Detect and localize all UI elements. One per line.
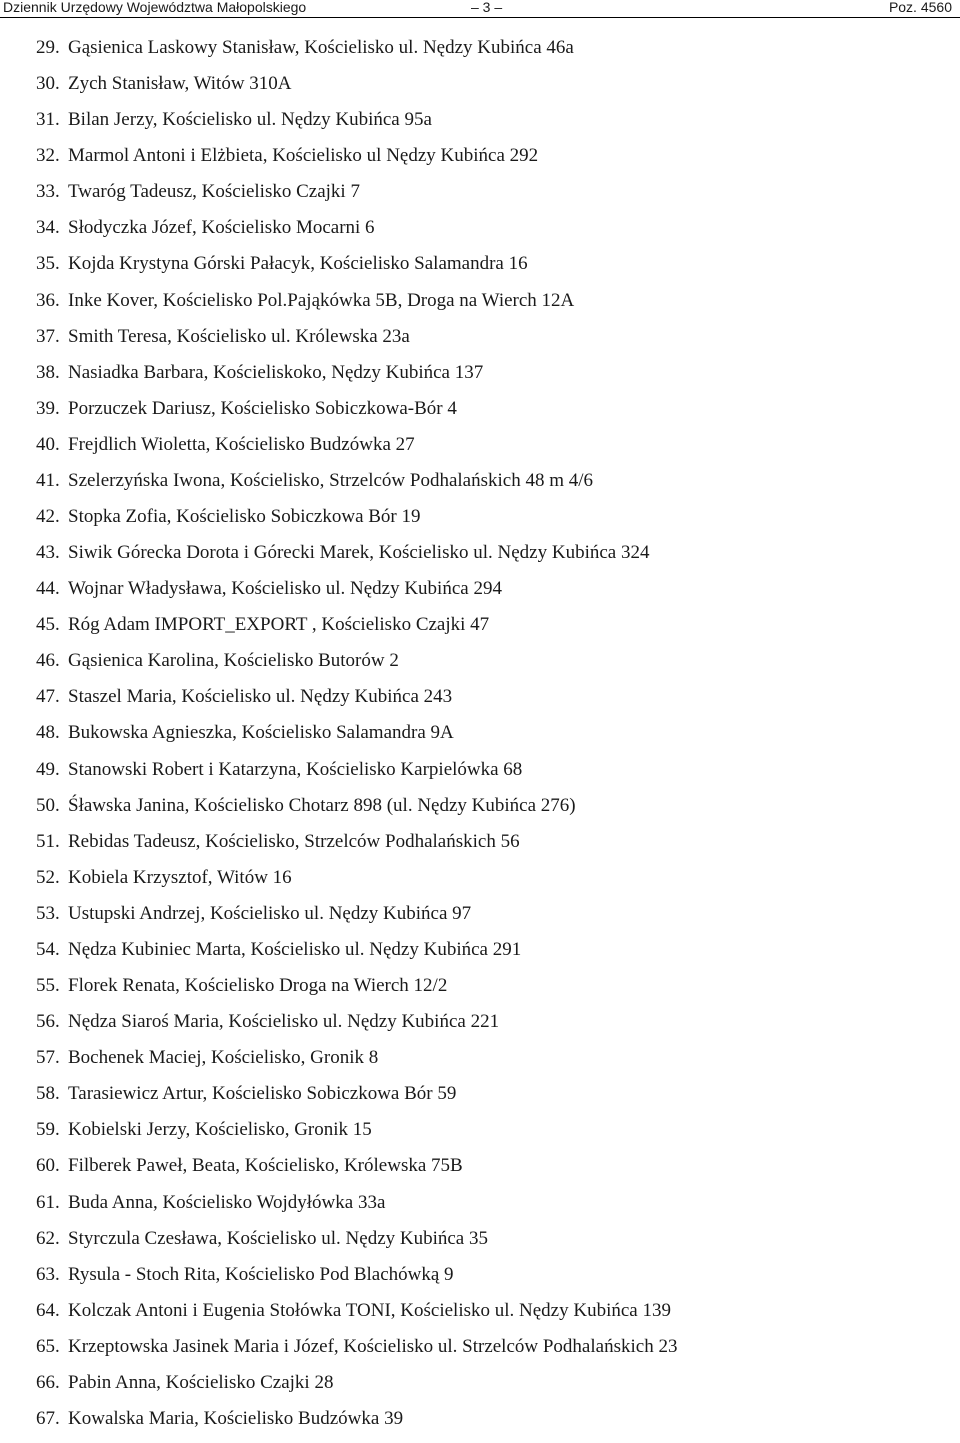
list-item [36,1263,677,1299]
list-item [36,1299,677,1335]
entry-number: 32. [36,145,60,167]
list-item [36,433,677,469]
entry-text: Porzuczek Dariusz, Kościelisko Sobiczkowa-Bór 4 [68,397,457,419]
entry-text: Bukowska Agnieszka, Kościelisko Salamandra 9A [68,722,454,744]
entry-text: Pabin Anna, Kościelisko Czajki 28 [68,1371,334,1393]
entry-text: Frejdlich Wioletta, Kościelisko Budzówka 27 [68,433,415,455]
list-item [36,974,677,1010]
entry-text: Stanowski Robert i Katarzyna, Kościelisko Karpielówka 68 [68,758,523,780]
entry-number: 55. [36,975,60,997]
entry-text: Inke Kover, Kościelisko Pol.Pająkówka 5B, Droga na Wierch 12A [68,289,575,311]
entry-text: Wojnar Władysława, Kościelisko ul. Nędzy Kubińca 294 [68,578,502,600]
entry-number: 44. [36,578,60,600]
entry-text: Rysula - Stoch Rita, Kościelisko Pod Blachówką 9 [68,1263,454,1285]
list-item [36,1154,677,1190]
list-item [36,72,677,108]
list-item [36,902,677,938]
entry-text: Ustupski Andrzej, Kościelisko ul. Nędzy Kubińca 97 [68,902,472,924]
entry-text: Nasiadka Barbara, Kościeliskoko, Nędzy Kubińca 137 [68,361,484,383]
list-item [36,361,677,397]
entry-text: Florek Renata, Kościelisko Droga na Wierch 12/2 [68,975,448,997]
entry-number: 29. [36,37,60,58]
entry-number: 42. [36,506,60,528]
entry-number: 30. [36,73,60,95]
entry-text: Siwik Górecka Dorota i Górecki Marek, Kościelisko ul. Nędzy Kubińca 324 [68,542,650,564]
list-item [36,541,677,577]
entry-number: 39. [36,397,60,419]
list-item [36,1191,677,1227]
list-item [36,1010,677,1046]
entry-text: Gąsienica Laskowy Stanisław, Kościelisko ul. Nędzy Kubińca 46a [68,37,574,58]
list-item [36,1335,677,1371]
entry-text: Róg Adam IMPORT_EXPORT , Kościelisko Czajki 47 [68,614,490,636]
journal-title: Dziennik Urzędowy Województwa Małopolskiego [3,0,307,15]
entry-number: 36. [36,289,60,311]
page-header [0,0,960,18]
entry-number: 49. [36,758,60,780]
list-item [36,108,677,144]
entry-number: 62. [36,1227,60,1249]
entry-text: Stopka Zofia, Kościelisko Sobiczkowa Bór 19 [68,506,421,528]
list-item [36,505,677,541]
entry-number: 59. [36,1119,60,1141]
entry-text: Smith Teresa, Kościelisko ul. Królewska 23a [68,325,410,347]
entry-number: 52. [36,866,60,888]
entry-number: 47. [36,686,60,708]
list-item [36,685,677,721]
list-item [36,216,677,252]
entry-number: 66. [36,1371,60,1393]
entry-number: 46. [36,650,60,672]
entry-number: 50. [36,794,60,816]
list-item [36,758,677,794]
entry-number: 35. [36,253,60,275]
entry-text: Rebidas Tadeusz, Kościelisko, Strzelców Podhalańskich 56 [68,830,520,852]
entry-text: Kolczak Antoni i Eugenia Stołówka TONI, Kościelisko ul. Nędzy Kubińca 139 [68,1299,671,1321]
entry-number: 63. [36,1263,60,1285]
list-item [36,180,677,216]
entry-text: Zych Stanisław, Witów 310A [68,73,292,95]
entry-text: Gąsienica Karolina, Kościelisko Butorów 2 [68,650,399,672]
list-item [36,1227,677,1263]
list-item [36,794,677,830]
entry-text: Kowalska Maria, Kościelisko Budzówka 39 [68,1407,404,1429]
list-item [36,577,677,613]
entry-text: Nędza Kubiniec Marta, Kościelisko ul. Nędzy Kubińca 291 [68,938,522,960]
page-number: – 3 – [471,0,503,15]
entry-number: 37. [36,325,60,347]
entry-text: Nędza Siaroś Maria, Kościelisko ul. Nędzy Kubińca 221 [68,1011,500,1033]
entry-text: Marmol Antoni i Elżbieta, Kościelisko ul Nędzy Kubińca 292 [68,145,539,167]
entry-number: 67. [36,1407,60,1429]
entry-number: 31. [36,109,60,131]
entry-text: Buda Anna, Kościelisko Wojdyłówka 33a [68,1191,386,1213]
list-item [36,1371,677,1407]
entry-text: Bochenek Maciej, Kościelisko, Gronik 8 [68,1047,379,1069]
entry-text: Kobiela Krzysztof, Witów 16 [68,866,292,888]
list-item [36,144,677,180]
list-item [36,1046,677,1082]
entry-number: 40. [36,433,60,455]
list-item [36,1407,677,1443]
list-item [36,1118,677,1154]
list-item [36,397,677,433]
entry-number: 65. [36,1335,60,1357]
list-item [36,252,677,288]
list-item [36,613,677,649]
entry-number: 41. [36,469,60,491]
entry-number: 33. [36,181,60,203]
entry-number: 58. [36,1083,60,1105]
list-item [36,721,677,757]
entry-text: Kobielski Jerzy, Kościelisko, Gronik 15 [68,1119,372,1141]
entry-number: 54. [36,938,60,960]
entry-number: 45. [36,614,60,636]
entry-text: Bilan Jerzy, Kościelisko ul. Nędzy Kubińca 95a [68,109,432,131]
entry-number: 43. [36,542,60,564]
entry-number: 34. [36,217,60,239]
entry-number: 61. [36,1191,60,1213]
list-item [36,289,677,325]
entry-text: Tarasiewicz Artur, Kościelisko Sobiczkowa Bór 59 [68,1083,457,1105]
entry-number: 53. [36,902,60,924]
entry-text: Styrczula Czesława, Kościelisko ul. Nędzy Kubińca 35 [68,1227,488,1249]
list-item [36,938,677,974]
list-item [36,469,677,505]
entry-number: 60. [36,1155,60,1177]
entry-list [36,36,677,1443]
list-item [36,649,677,685]
entry-text: Twaróg Tadeusz, Kościelisko Czajki 7 [68,181,360,203]
list-item [36,830,677,866]
entry-number: 51. [36,830,60,852]
entry-text: Kojda Krystyna Górski Pałacyk, Kościelisko Salamandra 16 [68,253,528,275]
position-number: Poz. 4560 [888,0,952,15]
entry-text: Śławska Janina, Kościelisko Chotarz 898 (ul. Nędzy Kubińca 276) [68,794,576,816]
entry-text: Krzeptowska Jasinek Maria i Józef, Kościelisko ul. Strzelców Podhalańskich 23 [68,1335,678,1357]
list-item [36,866,677,902]
entry-text: Słodyczka Józef, Kościelisko Mocarni 6 [68,217,375,239]
list-item [36,1082,677,1118]
entry-number: 48. [36,722,60,744]
entry-text: Staszel Maria, Kościelisko ul. Nędzy Kubińca 243 [68,686,453,708]
entry-number: 64. [36,1299,60,1321]
entry-number: 38. [36,361,60,383]
list-item [36,325,677,361]
entry-text: Szelerzyńska Iwona, Kościelisko, Strzelców Podhalańskich 48 m 4/6 [68,469,594,491]
entry-number: 56. [36,1011,60,1033]
entry-number: 57. [36,1047,60,1069]
list-item [36,36,677,72]
entry-text: Filberek Paweł, Beata, Kościelisko, Królewska 75B [68,1155,463,1177]
